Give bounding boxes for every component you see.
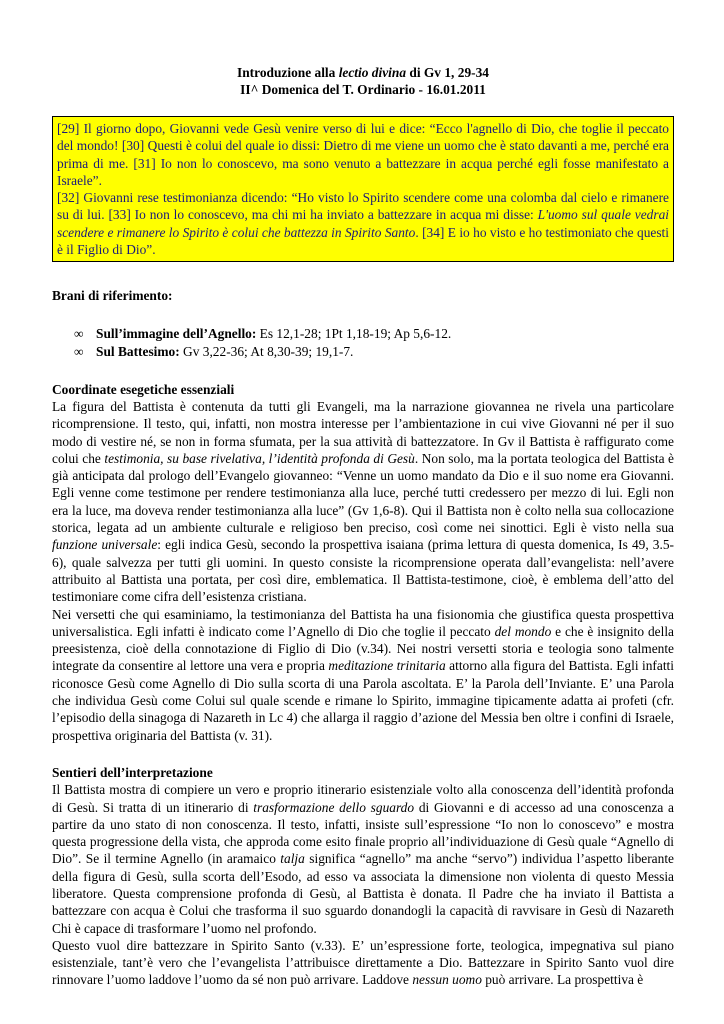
- title-italic: lectio divina: [338, 65, 407, 80]
- section-heading: Sentieri dell’interpretazione: [52, 764, 213, 780]
- gospel-quote-box: [52, 116, 674, 262]
- paragraph: La figura del Battista è contenuta da tutti gli Evangeli, ma la narrazione giovannea ne rivela una particolare ricomprensione. Il testo, qui, infatti, non mostra interesse per l’ambientazione in cui vive Giovanni né per il suo modo di vestire né, se non in forma sfumata, per la sua attività di battezzatore. In Gv il Battista è raffigurato come colui che testimonia, su base rivelativa, l’identità profonda di Gesù. Non solo, ma la portata teologica del Battista è già anticipata dal prologo dell’Evangelo giovanneo: “Venne un uomo mandato da Dio e il suo nome era Giovanni. Egli venne come testimone per rendere testimonianza alla luce, perché tutti credessero per mezzo di lui. Egli non era la luce, ma doveva render testimonianza alla luce” (Gv 1,6-8). Qui il Battista non è colto nella sua collocazione storica, legata ad un ambiente culturale e religioso ben preciso, così come nei sinottici. Egli è visto nella sua funzione universale: egli indica Gesù, secondo la prospettiva isaiana (prima lettura di questa domenica, Is 49, 3.5-6), quale salvezza per tutti gli uomini. In questo consiste la ricomprensione operata dall’evangelista: nell’avere attribuito al Battista una portata, per così dire, emblematica. Il Battista-testimone, cioè, è emblema dell’atto del testimoniare come cifra dell’esistenza cristiana.: [52, 398, 674, 605]
- paragraph: Il Battista mostra di compiere un vero e proprio itinerario esistenziale volto alla conoscenza dell’identità profonda di Gesù. Si tratta di un itinerario di trasformazione dello sguardo di Giovanni e di accesso ad una conoscenza a partire da uno stato di non conoscenza. Il testo, infatti, insiste sull’espressione “Io non lo conoscevo” e mostra questa progressione della vista, che approda come esito finale proprio all’individuazione di Gesù quale “Agnello di Dio”. Se il termine Agnello (in aramaico talja significa “agnello” ma anche “servo”) individua l’aspetto liberante della figura di Gesù, sulla scorta dell’Esodo, ad esso va associata la dimensione non violenta di questo Messia liberatore. Questa comprensione profonda di Gesù, al Battista è donata. Il Padre che ha inviato il Battista a battezzare con acqua è Colui che trasforma il suo sguardo donandogli la capacità di ravvisare in Gesù di Nazareth Chi è capace di trasformare l’uomo nel profondo.: [52, 782, 674, 936]
- quote-paragraph-2: [32] Giovanni rese testimonianza dicendo: “Ho visto lo Spirito scendere come una colomba dal cielo e rimanere su di lui. [33] Io non lo conoscevo, ma chi mi ha inviato a battezzare in acqua mi disse: L'uomo sul quale vedrai scendere e rimanere lo Spirito è colui che battezza in Spirito Santo. [34] E io ho visto e ho testimoniato che questi è il Figlio di Dio”.: [57, 190, 669, 258]
- title-text-end: di Gv 1, 29-34: [406, 65, 489, 80]
- brani-heading: Brani di riferimento:: [52, 288, 173, 304]
- title-text: Introduzione alla: [237, 65, 339, 80]
- section-heading: Coordinate esegetiche essenziali: [52, 381, 235, 397]
- list-item: ∞ Sul Battesimo: Gv 3,22-36; At 8,30-39; 19,1-7.: [74, 343, 354, 359]
- document-title: [52, 64, 674, 81]
- document-page: [52, 64, 674, 989]
- quote-italic: L'uomo sul quale vedrai scendere e rimanere lo Spirito è colui che battezza in Spirito Santo: [57, 207, 669, 240]
- document-subtitle: II^ Domenica del T. Ordinario - 16.01.2011: [240, 82, 486, 97]
- quote-paragraph-1: [29] Il giorno dopo, Giovanni vede Gesù venire verso di lui e dice: “Ecco l'agnello di Dio, che toglie il peccato del mondo! [30] Questi è colui del quale io dissi: Dietro di me viene un uomo che è stato davanti a me, perché era prima di me. [31] Io non lo conoscevo, ma sono venuto a battezzare in acqua perché egli fosse manifestato a Israele”.: [57, 121, 669, 188]
- infinity-bullet-icon: ∞: [74, 343, 84, 359]
- paragraph: Nei versetti che qui esaminiamo, la testimonianza del Battista ha una fisionomia che giustifica questa prospettiva universalistica. Egli infatti è indicato come l’Agnello di Dio che toglie il peccato del mondo e che è insignito della preesistenza, cioè della connotazione di Figlio di Dio (v.34). Nei nostri versetti storia e teologia sono talmente integrate da consentire al lettore una vera e propria meditazione trinitaria attorno alla figura del Battista. Egli infatti riconosce Gesù come Agnello di Dio sulla scorta di una Parola ascoltata. E’ la Parola dell’Inviante. E’ una Parola che individua Gesù come Colui sul quale scende e rimane lo Spirito, immagine tipicamente adatta ai profeti (cfr. l’episodio della sinagoga di Nazareth in Lc 4) che allarga il raggio d’azione del Messia ben oltre i confini di Israele, prospettiva originaria del Battista (v. 31).: [52, 606, 674, 743]
- infinity-bullet-icon: ∞: [74, 325, 84, 341]
- list-item: ∞ Sull’immagine dell’Agnello: Es 12,1-28; 1Pt 1,18-19; Ap 5,6-12.: [74, 325, 452, 341]
- section-sentieri: [52, 764, 674, 989]
- section-coordinate: [52, 381, 674, 744]
- reference-list: [52, 325, 674, 361]
- paragraph: Questo vuol dire battezzare in Spirito Santo (v.33). E’ un’espressione forte, teologica, impegnativa sul piano esistenziale, tant’è vero che l’evangelista l’attribuisce direttamente a Dio. Battezzare in Spirito Santo vuol dire rinnovare l’uomo laddove l’uomo da sé non può arrivare. Laddove nessun uomo può arrivare. La prospettiva è: [52, 937, 674, 988]
